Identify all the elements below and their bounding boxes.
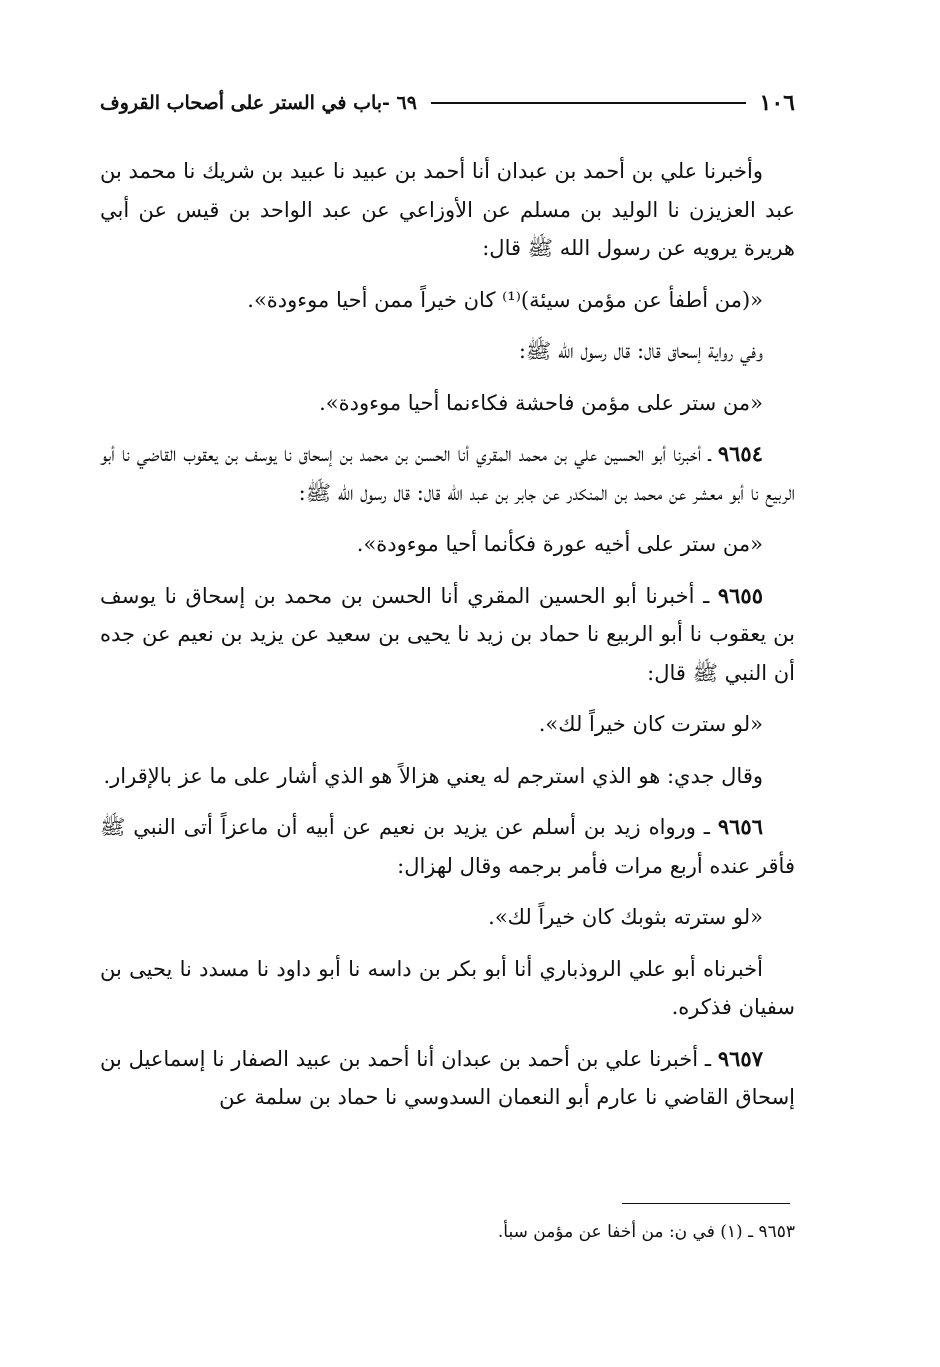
hadith-quote: «لو سترته بثوبك كان خيراً لك». xyxy=(488,905,763,929)
hadith-number: ٩٦٥٦ xyxy=(717,814,763,839)
footnote: ٩٦٥٣ ـ (١) في ن: من أخفا عن مؤمن سبأ. xyxy=(497,1222,795,1242)
hadith-quote: «(من أطفأ عن مؤمن سيئة)⁽¹⁾ كان خيراً ممن أحيا موءودة». xyxy=(247,287,763,312)
narration-note: وفي رواية إسحاق قال: قال رسول الله ﷺ: xyxy=(518,339,763,363)
page-number: ١٠٦ xyxy=(759,90,795,116)
numbered-paragraph: ٩٦٥٦ ـ ورواه زيد بن أسلم عن يزيد بن نعيم عن أبيه أن ماعزاً أتى النبي ﷺ فأقر عنده أربع مرات فأمر برجمه وقال لهزال: xyxy=(100,814,795,878)
footnote-rule xyxy=(622,1203,790,1204)
hadith-quote: «لو سترت كان خيراً لك». xyxy=(538,712,763,736)
running-head: ٦٩ -باب في الستر على أصحاب القروف xyxy=(100,92,417,114)
numbered-paragraph: ٩٦٥٧ ـ أخبرنا علي بن أحمد بن عبدان أنا أحمد بن عبيد الصفار نا إسماعيل بن إسحاق القاضي نا عارم أبو النعمان السدوسي نا حماد بن سلمة عن xyxy=(100,1045,795,1109)
paragraph: وأخبرنا علي بن أحمد بن عبدان أنا أحمد بن عبيد نا عبيد بن شريك نا محمد بن عبد العزيزن نا الوليد بن مسلم عن الأوزاعي عن عبد الواحد بن قيس عن أبي هريرة يرويه عن رسول الله ﷺ قال: xyxy=(100,159,795,260)
hadith-number: ٩٦٥٥ xyxy=(717,582,763,608)
header-rule xyxy=(431,102,746,104)
main-text xyxy=(100,152,795,1130)
paragraph: أخبرناه أبو علي الروذباري أنا أبو بكر بن داسه نا أبو داود نا مسدد نا يحيى بن سفيان فذكره. xyxy=(100,956,795,1019)
numbered-paragraph: ٩٦٥٥ ـ أخبرنا أبو الحسين المقري أنا الحسن بن محمد بن إسحاق نا يوسف بن يعقوب نا أبو الربيع نا حماد بن زيد نا يحيى بن سعيد عن يزيد بن نعيم عن جده أن النبي ﷺ قال: xyxy=(100,582,795,685)
numbered-paragraph: ٩٦٥٤ ـ أخبرنا أبو الحسين علي بن محمد المقري أنا الحسن بن محمد بن إسحاق نا يوسف بن يعقوب القاضي نا أبو الربيع نا أبو معشر عن محمد بن المنكدر عن جابر بن عبد الله قال: قال رسول الله ﷺ: xyxy=(100,441,795,505)
hadith-number: ٩٦٥٤ xyxy=(717,441,763,466)
hadith-quote: «من ستر على أخيه عورة فكأنما أحيا موءودة». xyxy=(356,532,763,556)
hadith-number: ٩٦٥٧ xyxy=(717,1045,763,1071)
page-header xyxy=(100,86,795,120)
paragraph: وقال جدي: هو الذي استرجم له يعني هزالاً هو الذي أشار على ما عز بالإقرار. xyxy=(103,763,763,788)
hadith-quote: «من ستر على مؤمن فاحشة فكاءنما أحيا موءودة». xyxy=(319,390,763,415)
